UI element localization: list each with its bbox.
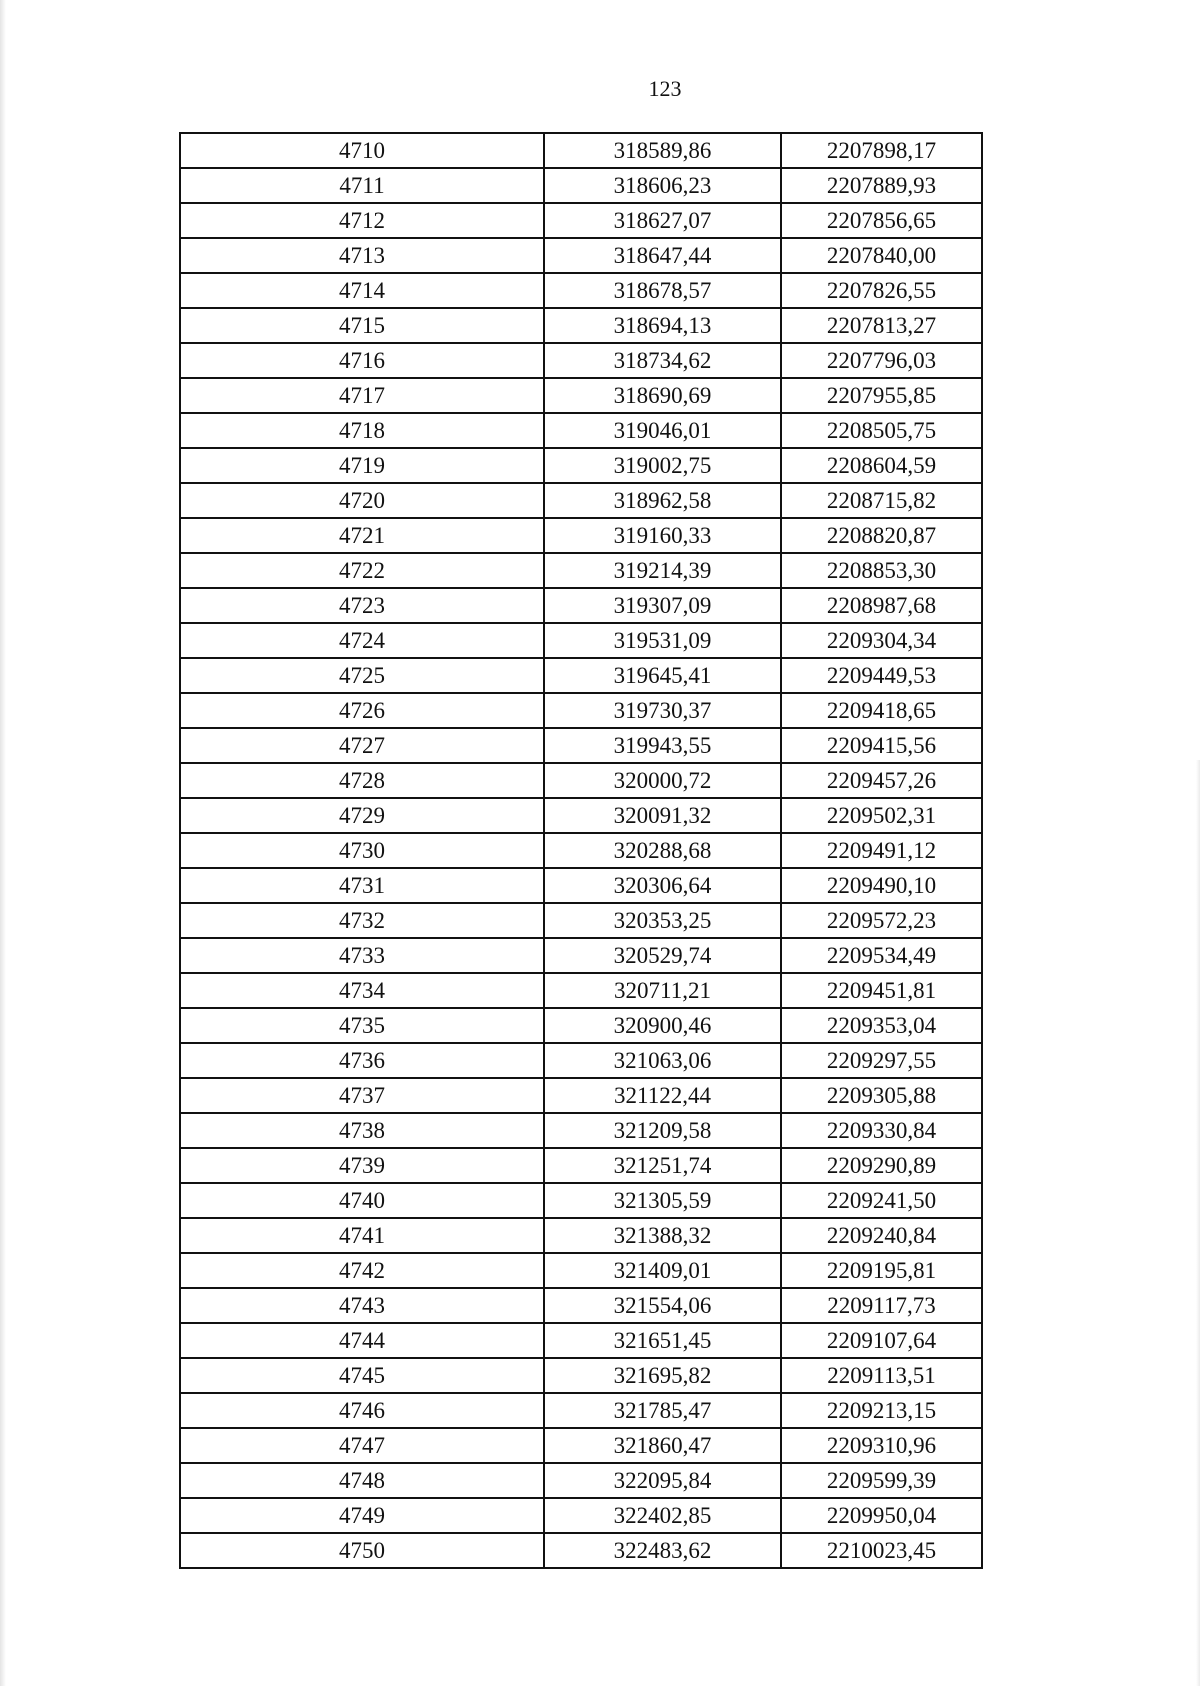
point-number-cell: 4744 [180,1323,544,1358]
x-coordinate-cell: 319943,55 [544,728,781,763]
table-row [180,728,982,763]
table-row [180,1078,982,1113]
scan-edge-left [0,0,6,1686]
point-number-cell: 4725 [180,658,544,693]
x-coordinate-cell: 319160,33 [544,518,781,553]
point-number-cell: 4740 [180,1183,544,1218]
point-number-cell: 4733 [180,938,544,973]
x-coordinate-cell: 321251,74 [544,1148,781,1183]
x-coordinate-cell: 320711,21 [544,973,781,1008]
table-row [180,308,982,343]
point-number-cell: 4718 [180,413,544,448]
point-number-cell: 4737 [180,1078,544,1113]
table-row [180,1148,982,1183]
point-number-cell: 4716 [180,343,544,378]
y-coordinate-cell: 2209415,56 [781,728,982,763]
y-coordinate-cell: 2208853,30 [781,553,982,588]
point-number-cell: 4734 [180,973,544,1008]
table-row [180,1043,982,1078]
point-number-cell: 4711 [180,168,544,203]
table-row [180,1498,982,1533]
table-row [180,378,982,413]
x-coordinate-cell: 319531,09 [544,623,781,658]
y-coordinate-cell: 2207796,03 [781,343,982,378]
table-row [180,1393,982,1428]
point-number-cell: 4728 [180,763,544,798]
point-number-cell: 4722 [180,553,544,588]
table-row [180,1428,982,1463]
table-row [180,1288,982,1323]
x-coordinate-cell: 318962,58 [544,483,781,518]
y-coordinate-cell: 2207813,27 [781,308,982,343]
table-row [180,588,982,623]
x-coordinate-cell: 321388,32 [544,1218,781,1253]
table-row [180,658,982,693]
y-coordinate-cell: 2209290,89 [781,1148,982,1183]
table-row [180,1113,982,1148]
table-row [180,973,982,1008]
x-coordinate-cell: 320288,68 [544,833,781,868]
point-number-cell: 4736 [180,1043,544,1078]
x-coordinate-cell: 319002,75 [544,448,781,483]
table-row [180,483,982,518]
x-coordinate-cell: 319645,41 [544,658,781,693]
x-coordinate-cell: 321063,06 [544,1043,781,1078]
point-number-cell: 4742 [180,1253,544,1288]
point-number-cell: 4747 [180,1428,544,1463]
x-coordinate-cell: 320091,32 [544,798,781,833]
y-coordinate-cell: 2209572,23 [781,903,982,938]
y-coordinate-cell: 2210023,45 [781,1533,982,1568]
table-row [180,1323,982,1358]
x-coordinate-cell: 319730,37 [544,693,781,728]
table-row [180,448,982,483]
y-coordinate-cell: 2207889,93 [781,168,982,203]
table-row [180,903,982,938]
y-coordinate-cell: 2207840,00 [781,238,982,273]
y-coordinate-cell: 2207898,17 [781,133,982,168]
y-coordinate-cell: 2209534,49 [781,938,982,973]
y-coordinate-cell: 2209305,88 [781,1078,982,1113]
table-row [180,1183,982,1218]
x-coordinate-cell: 321860,47 [544,1428,781,1463]
point-number-cell: 4741 [180,1218,544,1253]
point-number-cell: 4730 [180,833,544,868]
y-coordinate-cell: 2208604,59 [781,448,982,483]
table-row [180,133,982,168]
table-row [180,518,982,553]
x-coordinate-cell: 318627,07 [544,203,781,238]
point-number-cell: 4750 [180,1533,544,1568]
y-coordinate-cell: 2207955,85 [781,378,982,413]
x-coordinate-cell: 321209,58 [544,1113,781,1148]
point-number-cell: 4748 [180,1463,544,1498]
x-coordinate-cell: 321409,01 [544,1253,781,1288]
point-number-cell: 4714 [180,273,544,308]
y-coordinate-cell: 2209418,65 [781,693,982,728]
y-coordinate-cell: 2209241,50 [781,1183,982,1218]
table-row [180,238,982,273]
point-number-cell: 4749 [180,1498,544,1533]
x-coordinate-cell: 318678,57 [544,273,781,308]
table-row [180,938,982,973]
x-coordinate-cell: 318589,86 [544,133,781,168]
x-coordinate-cell: 321122,44 [544,1078,781,1113]
point-number-cell: 4738 [180,1113,544,1148]
y-coordinate-cell: 2209310,96 [781,1428,982,1463]
point-number-cell: 4729 [180,798,544,833]
x-coordinate-cell: 319307,09 [544,588,781,623]
y-coordinate-cell: 2208505,75 [781,413,982,448]
table-row [180,1008,982,1043]
x-coordinate-cell: 318690,69 [544,378,781,413]
point-number-cell: 4724 [180,623,544,658]
table-row [180,1358,982,1393]
scan-edge-right [1196,760,1200,1686]
y-coordinate-cell: 2209353,04 [781,1008,982,1043]
table-row [180,553,982,588]
coordinates-table [179,132,983,1569]
x-coordinate-cell: 321695,82 [544,1358,781,1393]
table-row [180,343,982,378]
point-number-cell: 4732 [180,903,544,938]
point-number-cell: 4710 [180,133,544,168]
y-coordinate-cell: 2209297,55 [781,1043,982,1078]
y-coordinate-cell: 2209449,53 [781,658,982,693]
table-row [180,1533,982,1568]
x-coordinate-cell: 321554,06 [544,1288,781,1323]
x-coordinate-cell: 321785,47 [544,1393,781,1428]
table-row [180,203,982,238]
table-row [180,1253,982,1288]
point-number-cell: 4731 [180,868,544,903]
x-coordinate-cell: 320306,64 [544,868,781,903]
y-coordinate-cell: 2208987,68 [781,588,982,623]
y-coordinate-cell: 2209451,81 [781,973,982,1008]
x-coordinate-cell: 321651,45 [544,1323,781,1358]
x-coordinate-cell: 320900,46 [544,1008,781,1043]
point-number-cell: 4743 [180,1288,544,1323]
x-coordinate-cell: 320529,74 [544,938,781,973]
y-coordinate-cell: 2209213,15 [781,1393,982,1428]
x-coordinate-cell: 322095,84 [544,1463,781,1498]
page-number: 123 [648,76,682,101]
table-row [180,763,982,798]
table-row [180,1463,982,1498]
y-coordinate-cell: 2209502,31 [781,798,982,833]
y-coordinate-cell: 2209195,81 [781,1253,982,1288]
x-coordinate-cell: 318734,62 [544,343,781,378]
y-coordinate-cell: 2209240,84 [781,1218,982,1253]
y-coordinate-cell: 2209117,73 [781,1288,982,1323]
y-coordinate-cell: 2209490,10 [781,868,982,903]
y-coordinate-cell: 2207826,55 [781,273,982,308]
point-number-cell: 4745 [180,1358,544,1393]
y-coordinate-cell: 2209113,51 [781,1358,982,1393]
y-coordinate-cell: 2209599,39 [781,1463,982,1498]
x-coordinate-cell: 318694,13 [544,308,781,343]
y-coordinate-cell: 2208820,87 [781,518,982,553]
x-coordinate-cell: 320000,72 [544,763,781,798]
point-number-cell: 4717 [180,378,544,413]
x-coordinate-cell: 319214,39 [544,553,781,588]
coordinates-table-body [180,133,982,1568]
y-coordinate-cell: 2209491,12 [781,833,982,868]
table-row [180,623,982,658]
point-number-cell: 4723 [180,588,544,623]
y-coordinate-cell: 2209950,04 [781,1498,982,1533]
x-coordinate-cell: 319046,01 [544,413,781,448]
table-row [180,693,982,728]
point-number-cell: 4739 [180,1148,544,1183]
point-number-cell: 4712 [180,203,544,238]
y-coordinate-cell: 2207856,65 [781,203,982,238]
x-coordinate-cell: 321305,59 [544,1183,781,1218]
y-coordinate-cell: 2209330,84 [781,1113,982,1148]
table-row [180,273,982,308]
table-row [180,798,982,833]
point-number-cell: 4713 [180,238,544,273]
point-number-cell: 4721 [180,518,544,553]
table-row [180,833,982,868]
x-coordinate-cell: 318647,44 [544,238,781,273]
table-row [180,413,982,448]
y-coordinate-cell: 2209107,64 [781,1323,982,1358]
x-coordinate-cell: 322402,85 [544,1498,781,1533]
x-coordinate-cell: 318606,23 [544,168,781,203]
y-coordinate-cell: 2208715,82 [781,483,982,518]
point-number-cell: 4746 [180,1393,544,1428]
point-number-cell: 4727 [180,728,544,763]
y-coordinate-cell: 2209457,26 [781,763,982,798]
point-number-cell: 4735 [180,1008,544,1043]
point-number-cell: 4719 [180,448,544,483]
y-coordinate-cell: 2209304,34 [781,623,982,658]
table-row [180,868,982,903]
point-number-cell: 4726 [180,693,544,728]
x-coordinate-cell: 322483,62 [544,1533,781,1568]
point-number-cell: 4715 [180,308,544,343]
point-number-cell: 4720 [180,483,544,518]
x-coordinate-cell: 320353,25 [544,903,781,938]
table-row [180,1218,982,1253]
table-row [180,168,982,203]
